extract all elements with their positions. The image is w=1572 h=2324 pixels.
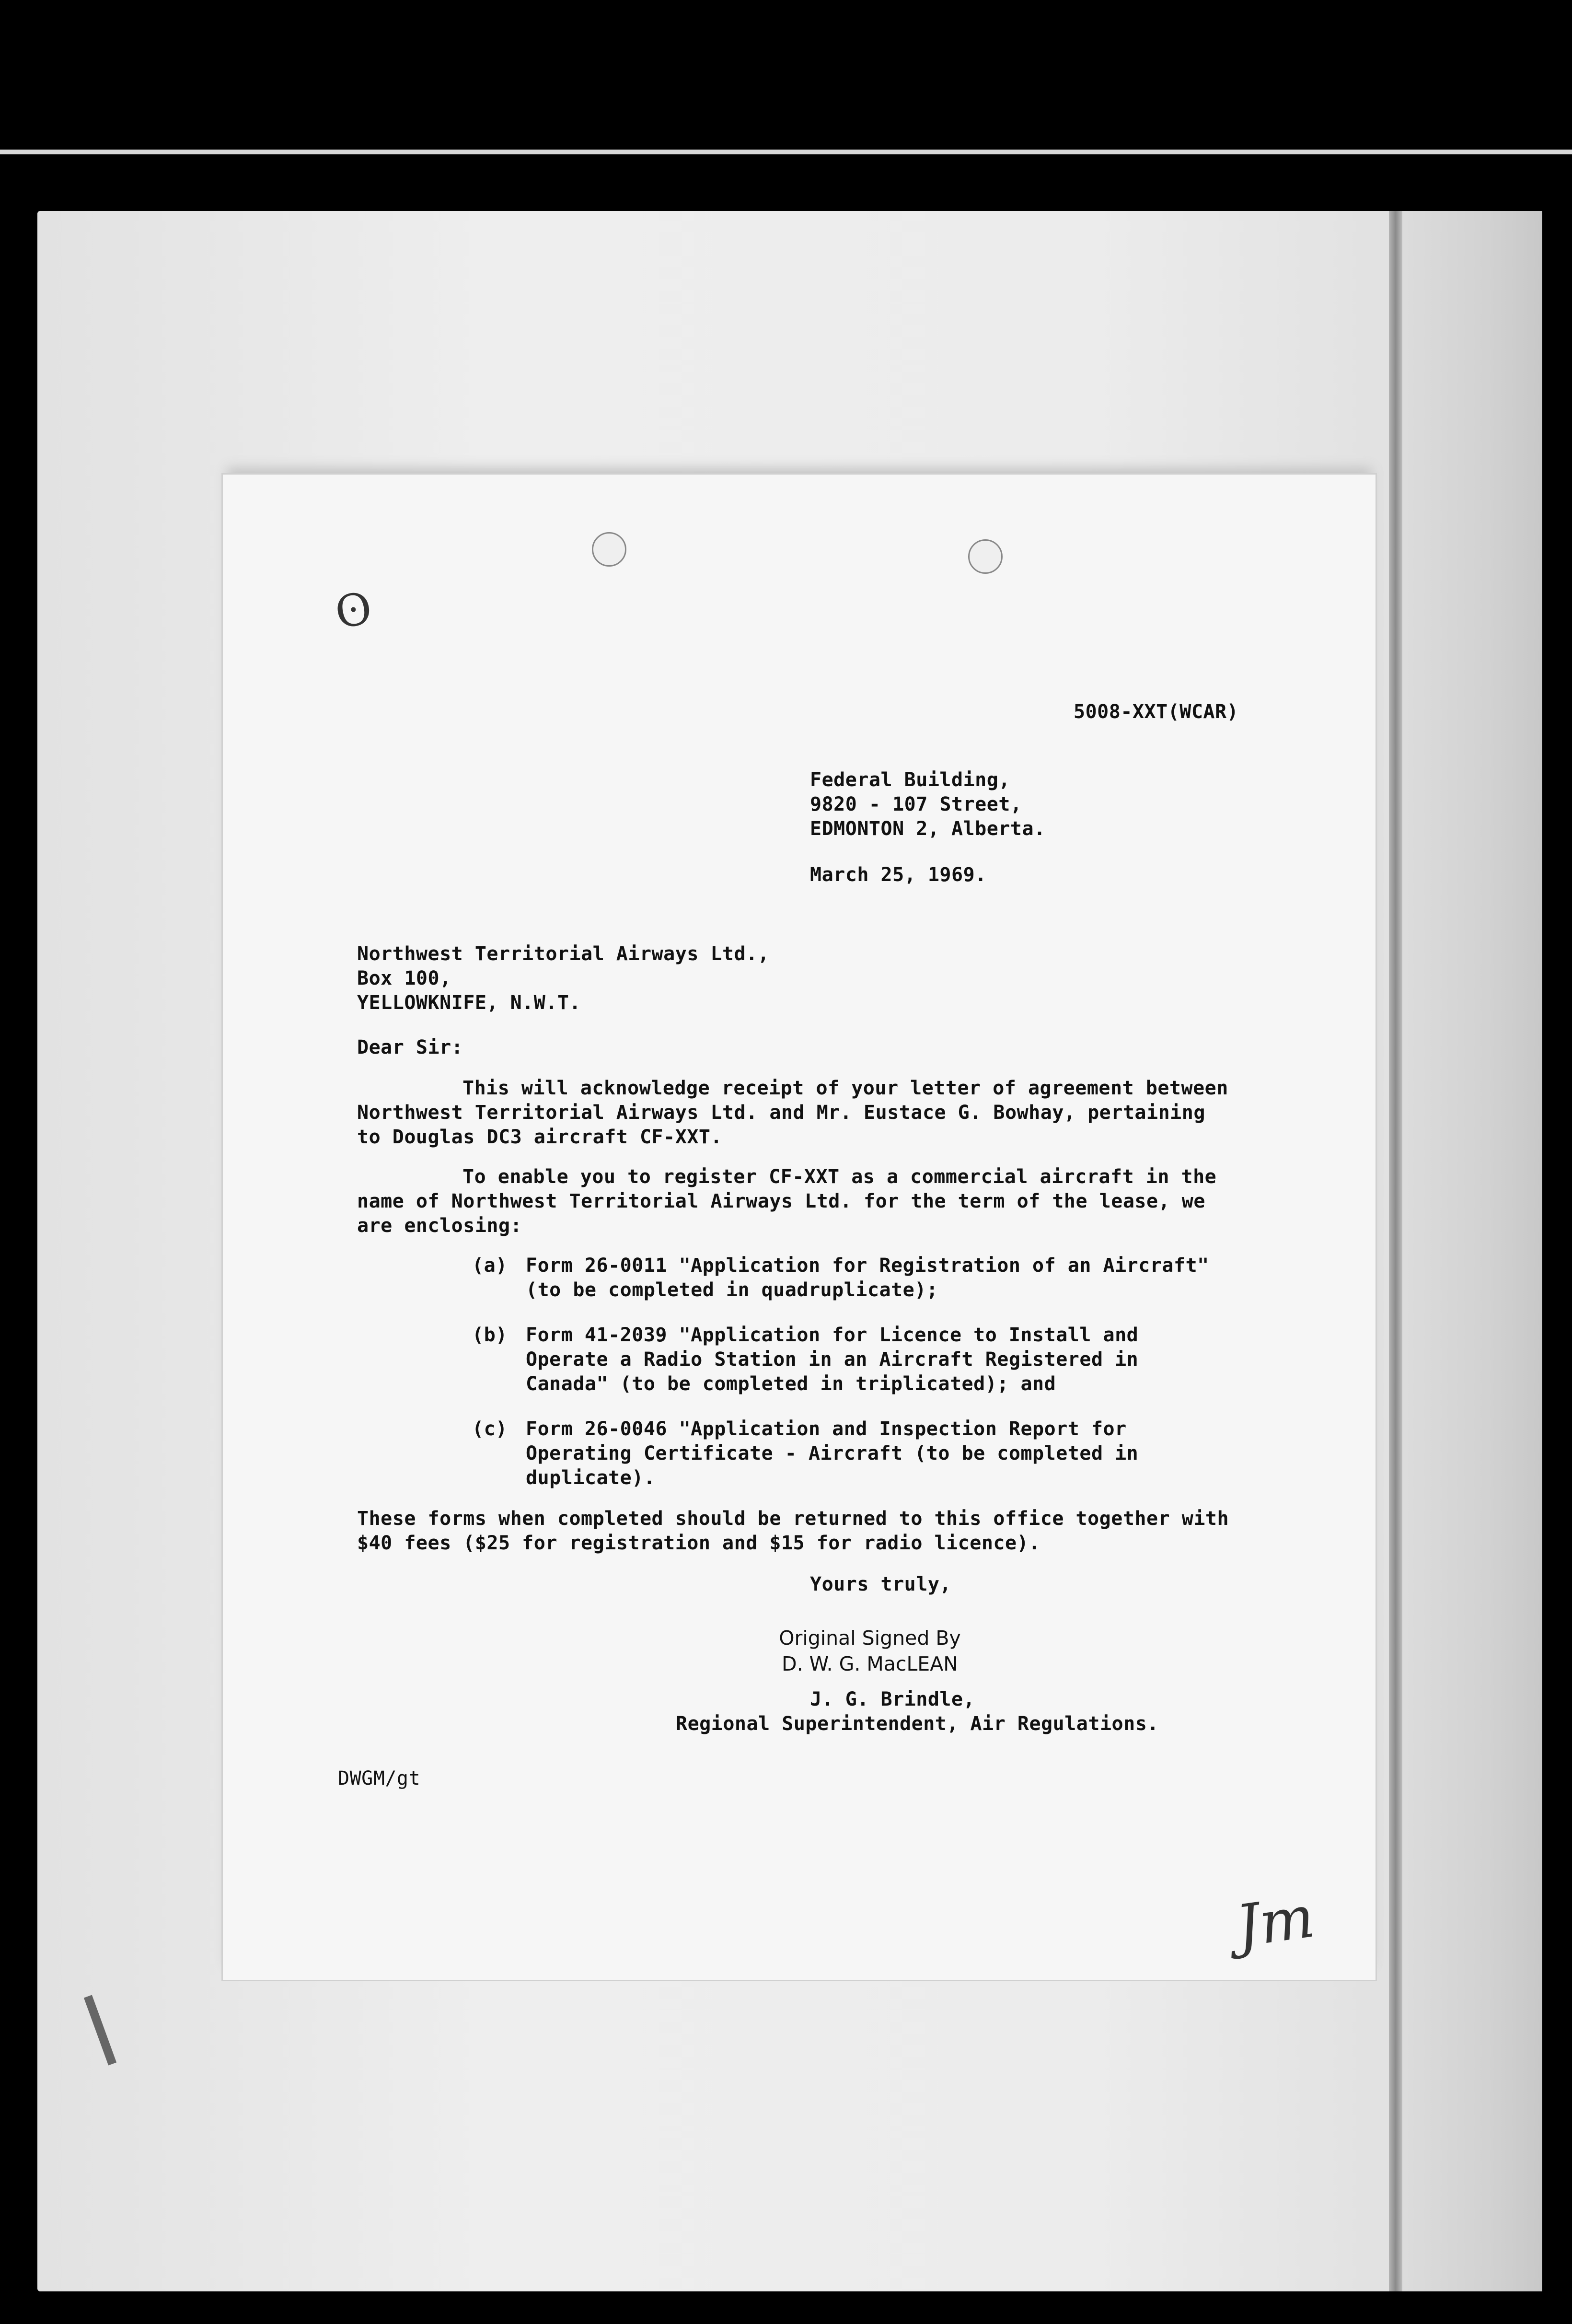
film-border-line <box>0 150 1572 154</box>
sender-address-line-3: EDMONTON 2, Alberta. <box>810 818 1046 840</box>
enclosure-text-b: Form 41-2039 "Application for Licence to Install and Operate a Radio Station in an Aircraft Registered in Canada" (to be completed in triplicated); and <box>526 1324 1139 1395</box>
signature-stamp <box>750 1625 990 1677</box>
signatory-name: J. G. Brindle, <box>810 1688 975 1710</box>
enclosure-text-a: Form 26-0011 "Application for Registration of an Aircraft" (to be completed in quadruplicate); <box>526 1255 1209 1301</box>
typist-initials: DWGM/gt <box>338 1767 421 1789</box>
recipient-address-line-1: Northwest Territorial Airways Ltd., <box>357 943 770 965</box>
closing-paragraph: These forms when completed should be returned to this office together with $40 fees ($25 for registration and $15 for radio licence). <box>357 1508 1229 1554</box>
handwritten-initials: Jm <box>1232 1883 1318 1961</box>
enclosure-marker-c: (c) <box>472 1418 508 1440</box>
punch-hole-right <box>968 539 1003 574</box>
sender-address-line-2: 9820 - 107 Street, <box>810 793 1022 815</box>
recipient-address-line-3: YELLOWKNIFE, N.W.T. <box>357 992 581 1014</box>
signature-stamp-line-1: Original Signed By <box>779 1627 961 1650</box>
complimentary-close: Yours truly, <box>810 1573 951 1595</box>
enclosure-marker-a: (a) <box>472 1255 508 1277</box>
enclosure-marker-b: (b) <box>472 1324 508 1346</box>
handwritten-mark: ʘ <box>331 582 376 639</box>
punch-hole-left <box>592 532 626 567</box>
enclosure-text-c: Form 26-0046 "Application and Inspection Report for Operating Certificate - Aircraft (to be completed in duplicate). <box>526 1418 1139 1489</box>
folder-edge <box>1402 211 1542 2291</box>
letter-date: March 25, 1969. <box>810 864 987 886</box>
sender-address-line-1: Federal Building, <box>810 769 1010 791</box>
file-reference: 5008-XXT(WCAR) <box>1074 701 1239 723</box>
letter-sheet <box>223 475 1376 1980</box>
paragraph-acknowledgement: This will acknowledge receipt of your letter of agreement between Northwest Territorial Airways Ltd. and Mr. Eustace G. Bowhay, pertaining to Douglas DC3 aircraft CF-XXT. <box>357 1077 1228 1148</box>
signatory-title: Regional Superintendent, Air Regulations. <box>676 1713 1159 1735</box>
recipient-address-line-2: Box 100, <box>357 967 451 989</box>
folder-fold <box>1389 211 1402 2291</box>
paragraph-enclosing: To enable you to register CF-XXT as a commercial aircraft in the name of Northwest Territorial Airways Ltd. for the term of the lease, we are enclosing: <box>357 1166 1217 1237</box>
signature-stamp-line-2: D. W. G. MacLEAN <box>782 1652 958 1675</box>
salutation: Dear Sir: <box>357 1036 463 1058</box>
